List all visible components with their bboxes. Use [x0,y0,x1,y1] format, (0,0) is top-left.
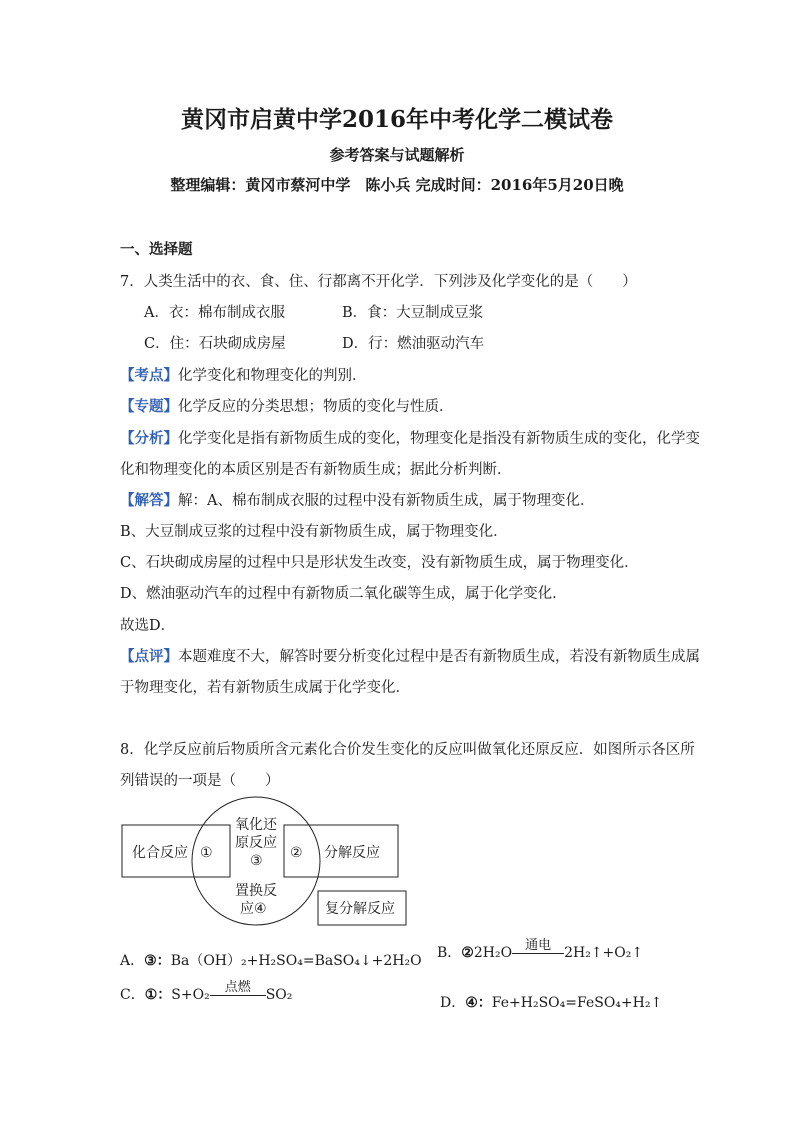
q8-option-d-mark: ④： [465,995,492,1011]
fenxi-text-2: 化和物理变化的本质区别是否有新物质生成；据此分析判断． [120,462,512,478]
q8-option-b-lhs: 2H₂O [473,945,513,961]
q8-option-a [120,950,422,970]
page-title: 黄冈市启黄中学2016年中考化学二模试卷 [180,106,613,133]
circle-top-label-1: 氧化还 [235,817,277,833]
mark-1: ① [200,845,213,861]
q7-option-a: A．衣：棉布制成衣服 [144,305,285,321]
circle-bottom-label-1: 置换反 [235,883,277,899]
kaodian-text: 化学变化和物理变化的判别． [178,368,367,384]
q8-option-d [440,992,662,1012]
jieda-text-2: B、大豆制成豆浆的过程中没有新物质生成，属于物理变化． [120,524,508,540]
q7-jieda [120,489,594,510]
q8-option-c-mark: ①： [144,987,172,1003]
right-box-label: 分解反应 [324,845,380,861]
q8-stem-2: 列错误的一项是（ ） [120,773,280,789]
q8-option-a-formula: Ba（OH）₂+H₂SO₄=BaSO₄↓+2H₂O [170,953,422,969]
left-box-label: 化合反应 [132,845,188,861]
q8-option-b-mark: ② [461,945,474,961]
q8-option-c-label: C． [120,987,145,1003]
reaction-classification-diagram [118,795,408,935]
bottom-box-label: 复分解反应 [325,901,395,917]
q8-option-c-condition: 点燃 [224,980,251,995]
q7-fenxi [120,427,700,448]
dianping-text-1: 本题难度不大，解答时要分析变化过程中是否有新物质生成，若没有新物质生成属 [178,649,700,665]
section-heading: 一、选择题 [120,241,193,258]
q8-option-c [120,980,293,1006]
q7-stem: 7．人类生活中的衣、食、住、行都离不开化学．下列涉及化学变化的是（ ） [120,274,637,290]
page-subtitle: 参考答案与试题解析 [329,146,465,164]
dianping-tag: 【点评】 [120,648,178,665]
q7-zhuanti [120,395,454,416]
mark-2: ② [290,845,303,861]
q8-option-a-mark: ③： [144,953,171,969]
q8-option-b-condition: 通电 [525,938,552,953]
q7-answer: 故选D． [120,618,176,634]
q8-option-b-label: B． [437,945,462,961]
kaodian-tag: 【考点】 [120,367,178,384]
q8-option-b [437,938,644,964]
q8-option-b-equals-bar [512,953,564,954]
circle-top-label-2: 原反应 [235,835,277,851]
q7-kaodian [120,364,367,385]
q8-option-a-label: A． [120,953,145,969]
q8-option-c-condition-arrow [210,980,266,1006]
jieda-text-3: C、石块砌成房屋的过程中只是形状发生改变，没有新物质生成，属于物理变化． [120,555,639,571]
q8-option-b-rhs: 2H₂↑+O₂↑ [564,945,644,961]
q8-option-c-rhs: SO₂ [265,987,293,1003]
q7-option-c: C．住：石块砌成房屋 [144,336,286,352]
q8-option-c-lhs: S+O₂ [171,987,210,1003]
q8-option-d-formula: Fe+H₂SO₄=FeSO₄+H₂↑ [491,995,663,1011]
q8-stem-1: 8．化学反应前后物质所含元素化合价发生变化的反应叫做氧化还原反应．如图所示各区所 [120,742,695,758]
mark-3: ③ [250,853,263,869]
fenxi-tag: 【分析】 [120,430,178,447]
zhuanti-tag: 【专题】 [120,398,178,415]
dianping-text-2: 于物理变化，若有新物质生成属于化学变化． [120,680,410,696]
zhuanti-text: 化学反应的分类思想；物质的变化与性质． [178,399,454,415]
q8-option-d-label: D． [440,995,466,1011]
jieda-tag: 【解答】 [120,492,178,509]
jieda-text-1: 解：A、棉布制成衣服的过程中没有新物质生成，属于物理变化． [178,493,595,509]
q8-option-c-equals-bar [210,995,266,996]
fenxi-text-1: 化学变化是指有新物质生成的变化，物理变化是指没有新物质生成的变化，化学变 [178,431,700,447]
q7-option-d: D．行：燃油驱动汽车 [342,336,485,352]
circle-bottom-label-2: 应④ [240,901,267,917]
q7-option-b: B．食：大豆制成豆浆 [342,305,484,321]
q7-dianping [120,645,700,666]
q8-option-b-condition-arrow [512,938,564,964]
editor-line: 整理编辑：黄冈市蔡河中学 陈小兵 完成时间：2016年5月20日晚 [170,176,624,194]
jieda-text-4: D、燃油驱动汽车的过程中有新物质二氧化碳等生成，属于化学变化． [120,586,567,602]
